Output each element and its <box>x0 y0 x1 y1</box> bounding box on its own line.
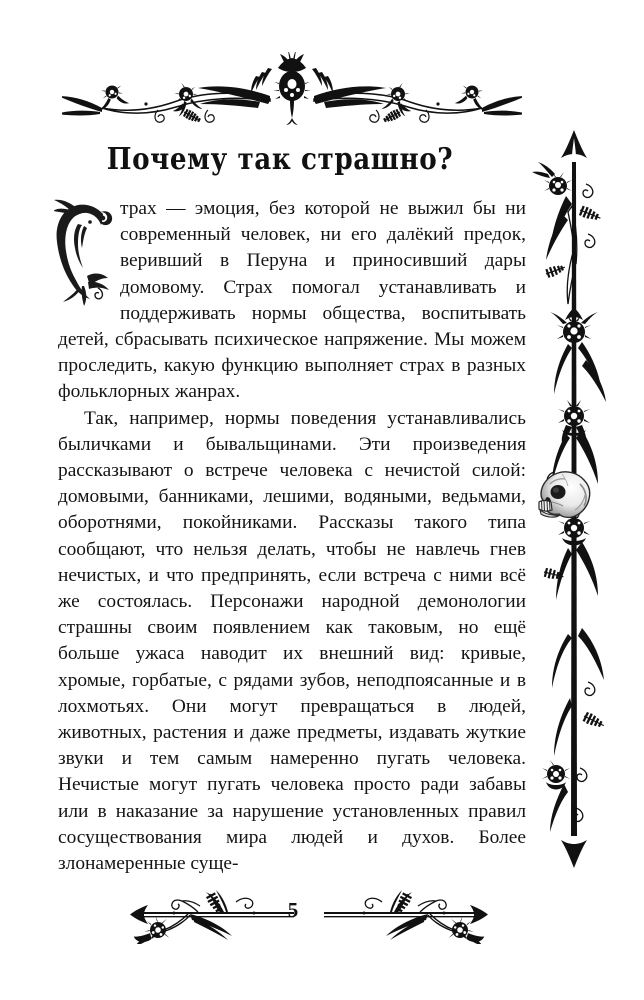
paragraph-1 <box>58 196 526 406</box>
paragraph-2-text: Так, например, нормы поведения устанавливались быличками и бывальщинами. Эти произведения рассказывают о встрече человека с нечистой силой: домовыми, банниками, лешими, водяными, ведьмами, оборотнями, покойниками. Рассказы такого типа сообщают, что нельзя делать, чтобы не навлечь гнев нечистых, и что предпринять, если встреча с ними всё же состоялась. Персонажи народной демонологии страшны своим появлением как таковым, но ещё больше ужаса наводит их внешний вид: кривые, хромые, горбатые, с рядами зубов, неподпоясанные и в лохмотьях. Они могут превращаться в людей, животных, растения и даже предметы, издавать жуткие звуки и тем самым намеренно пугать человека. Нечистые могут пугать человека просто ради забавы или в наказание за нарушение установленных правил сосуществования мира людей и духов. Более злонамеренные суще- <box>58 407 526 875</box>
dropcap-initial-letter-s <box>54 198 114 306</box>
paragraph-2 <box>58 406 526 878</box>
header-ornament-icon <box>62 52 522 132</box>
page-title: Почему так страшно? <box>106 142 454 177</box>
body-text <box>58 196 526 877</box>
paragraph-1-text: трах — эмоция, без которой не выжил бы ни современный человек, ни его далёкий предок, веривший в Перуна и приносивший дары домовому. Страх помогал устанавливать и поддерживать нормы общества, воспитывать детей, сбрасывать психическое напряжение. Мы можем проследить, какую функцию выполняет страх в разных фольклорных жанрах. <box>58 198 526 403</box>
skull-icon <box>534 466 596 528</box>
page-footer <box>0 886 586 944</box>
page-number: 5 <box>287 898 299 922</box>
